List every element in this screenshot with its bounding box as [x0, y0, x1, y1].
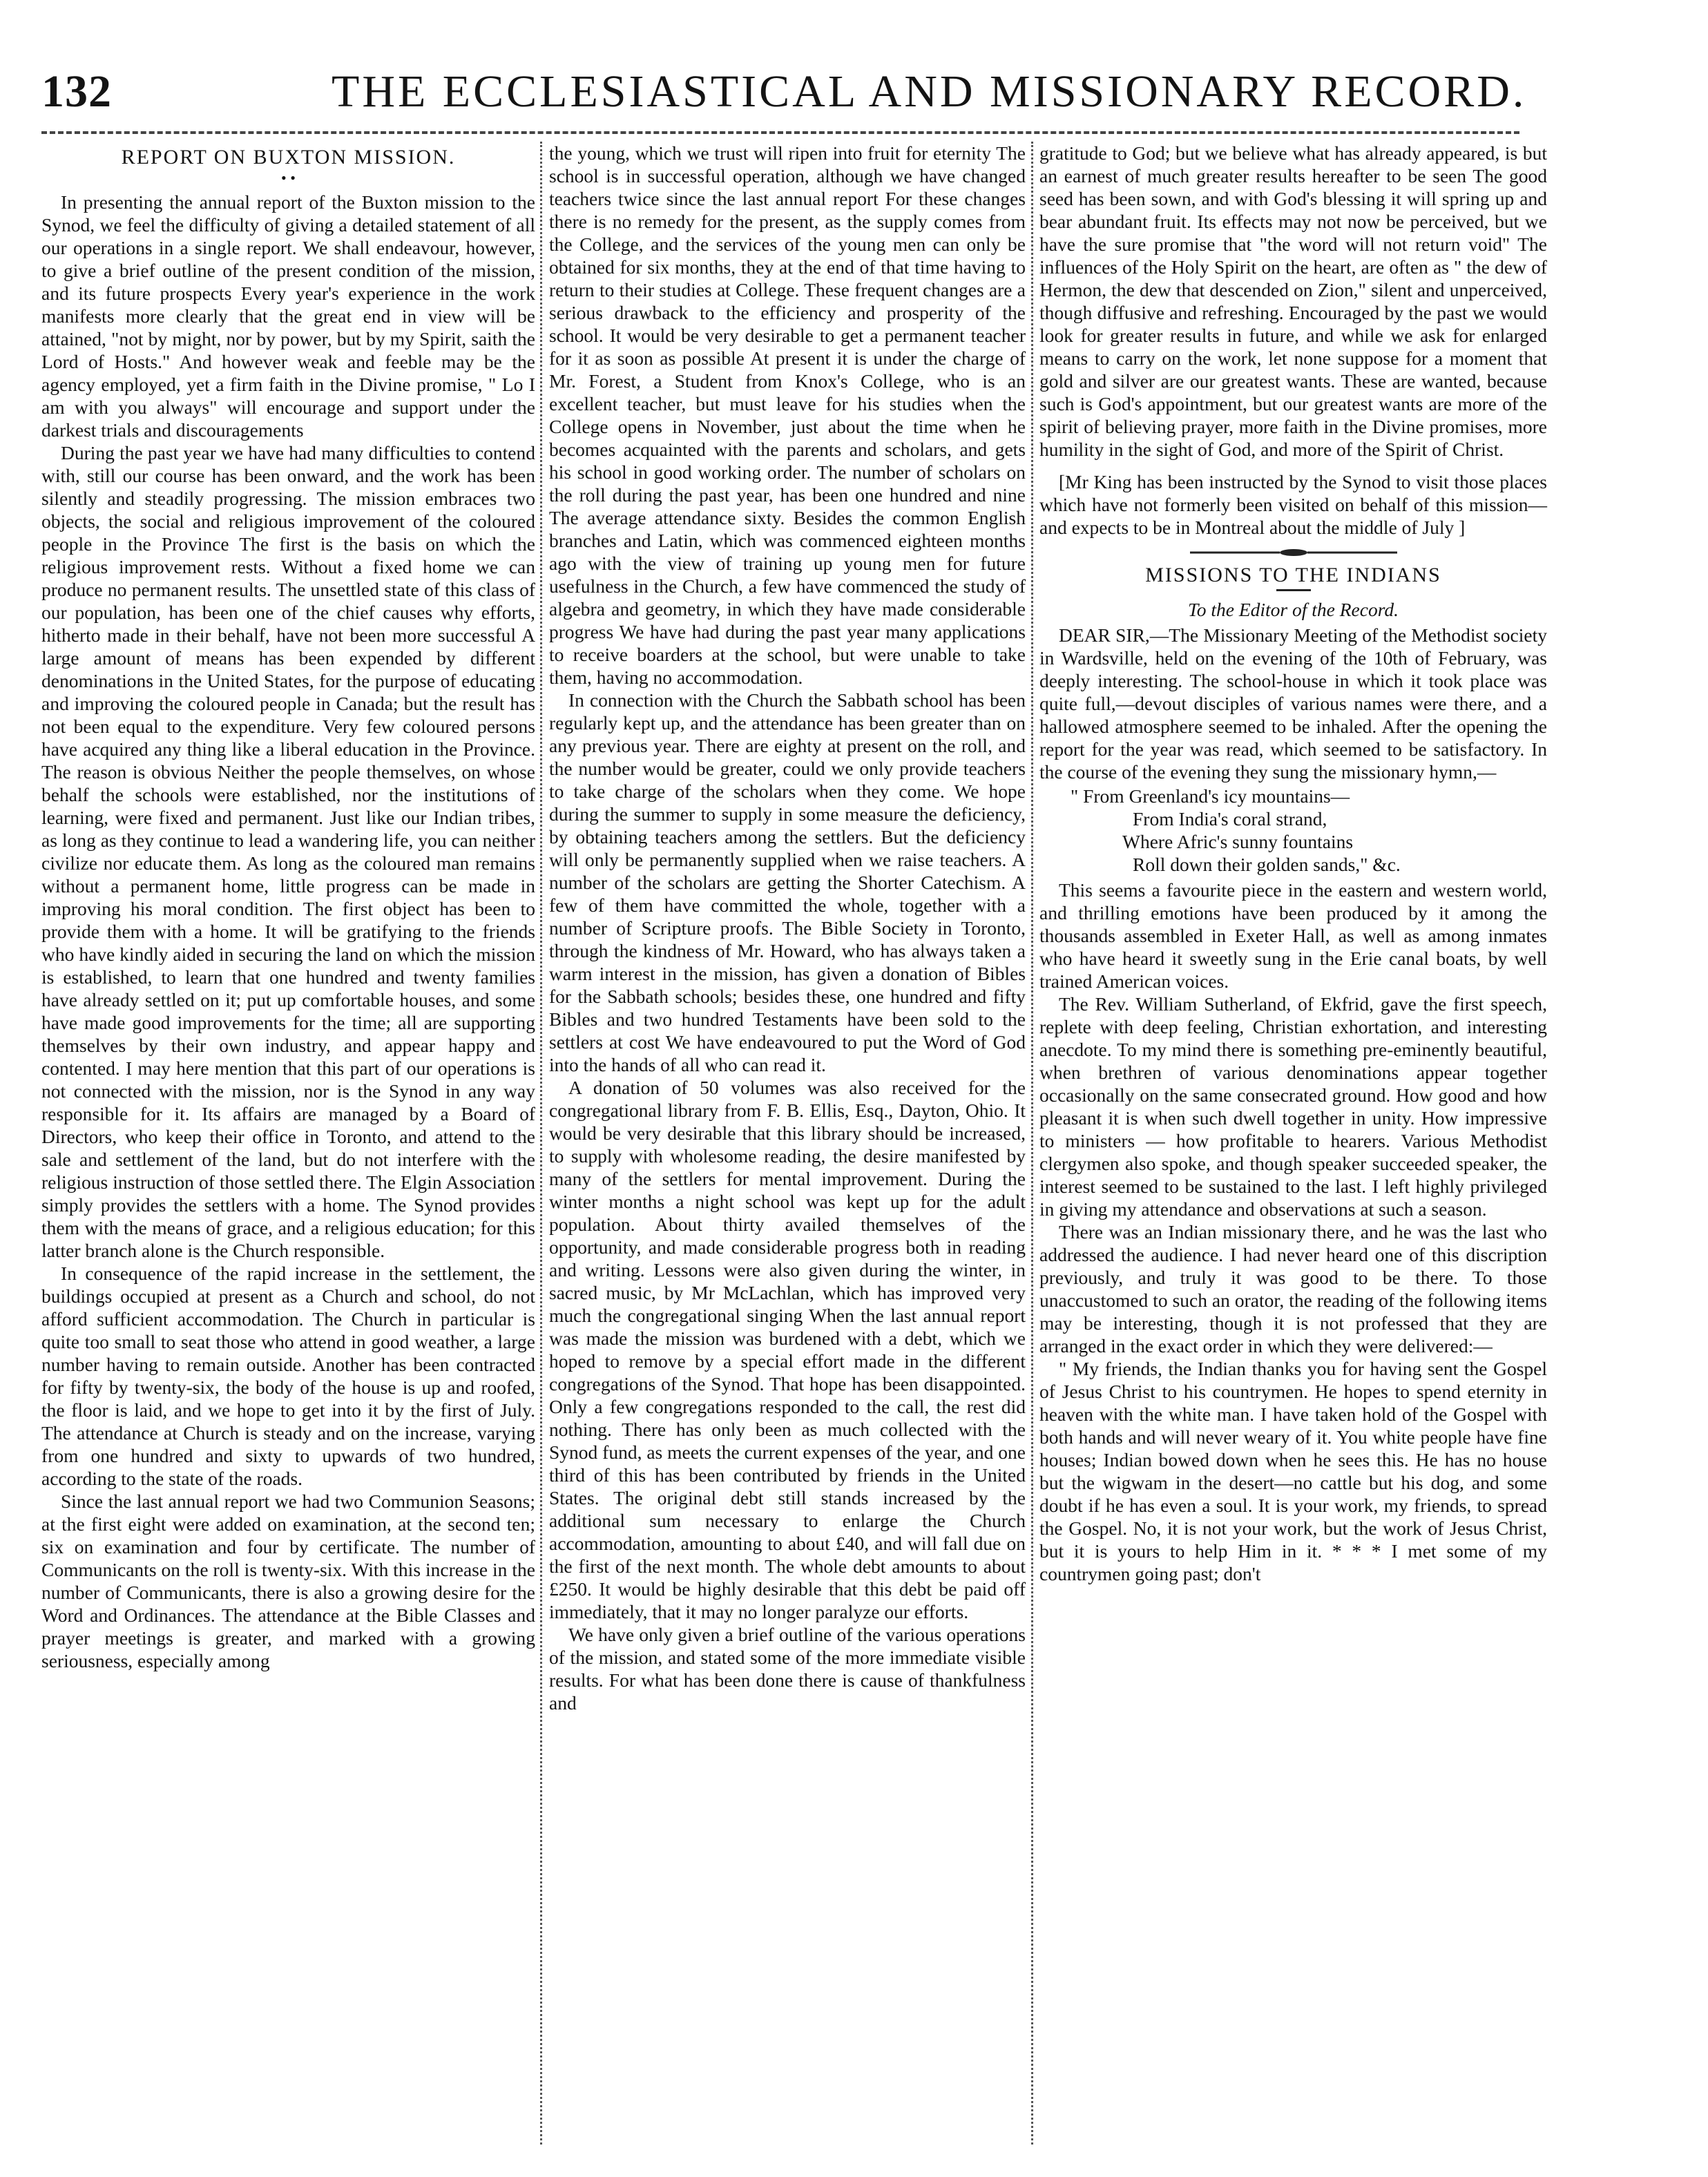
paragraph: DEAR SIR,—The Missionary Meeting of the Methodist society in Wardsville, held on the evening of the 10th of February, was deeply interesting. The school-house in which it took place was quite full,—devout disciples of various names were there, and a hallowed atmosphere seemed to be inhaled. After the opening the report for the year was read, which seemed to be satisfactory. In the course of the evening they sung the missionary hymn,—	[1039, 624, 1547, 783]
column-3	[1039, 142, 1547, 1585]
hymn-line: Where Afric's sunny fountains	[1122, 831, 1354, 852]
hymn-line: Roll down their golden sands," &c.	[1133, 854, 1401, 875]
paragraph: This seems a favourite piece in the eastern and western world, and thrilling emotions have been produced by it among the thousands assembled in Exeter Hall, as well as among inmates who have heard it sweetly sung in the Erie canal boats, by well trained American voices.	[1039, 879, 1547, 992]
paragraph: " My friends, the Indian thanks you for having sent the Gospel of Jesus Christ to his countrymen. He hopes to spend eternity in heaven with the white man. I have taken hold of the Gospel with both hands and will never weary of it. You white people have fine houses; Indian bowed down when he sees this. He has no house but the wigwam in the desert—no cattle but his dog, and some doubt if he has even a soul. It is your work, my friends, to spread the Gospel. No, it is not your work, but the work of Jesus Christ, but it is yours to help Him in it. * * * I met some of my countrymen going past; don't	[1039, 1358, 1547, 1584]
page-header	[41, 66, 1671, 142]
article-title: REPORT ON BUXTON MISSION.	[121, 146, 456, 169]
paragraph: We have only given a brief outline of the various operations of the mission, and stated some of the more immediate visible results. For what has been done there is cause of thankfulness and	[549, 1624, 1026, 1714]
salutation-line: To the Editor of the Record.	[1187, 599, 1399, 620]
paragraph: A donation of 50 volumes was also received for the congregational library from F. B. Ellis, Esq., Dayton, Ohio. It would be very desirable that this library should be increased, to supply with wholesome reading, the desire manifested by many of the settlers for mental improvement. During the winter months a night school was kept up for the adult population. About thirty availed themselves of the opportunity, and made considerable progress both in reading and writing. Lessons were also given during the winter, in sacred music, by Mr McLachlan, which has improved very much the congregational singing When the last annual report was made the mission was burdened with a debt, which we hoped to remove by a special effort made in the different congregations of the Synod. That hope has been disappointed. Only a few congregations responded to the call, the rest did nothing. There has only been as much collected with the Synod fund, as meets the current expenses of the year, and one third of this has been contributed by friends in the United States. The original debt still stands increased by the additional sum necessary to enlarge the Church accommodation, amounting to about £40, and will fall due on the first of the next month. The whole debt amounts to about £250. It would be highly desirable that this debt be paid off immediately, that it may no longer paralyze our efforts.	[549, 1077, 1026, 1622]
title-ornament: • •	[281, 169, 296, 186]
hymn-line: " From Greenland's icy mountains—	[1071, 785, 1350, 807]
paragraph: During the past year we have had many difficulties to contend with, still our course has been onward, and the work has been silently and steadily progressing. The mission embraces two objects, the social and religious improvement of the coloured people in the Province The first is the basis on which the religious improvement rests. Without a fixed home we can produce no permanent results. The unsettled state of this class of our population, has been one of the chief causes why efforts, hitherto made in their behalf, have not been more successful A large amount of means has been expended by different denominations in the United States, for the purpose of educating and improving the coloured people in Canada; but the result has not been equal to the expenditure. Very few coloured persons have acquired any thing like a liberal education in the Province. The reason is obvious Neither the people themselves, on whose behalf the schools were established, nor the institutions of learning, were fixed and permanent. Just like our Indian tribes, as long as they continue to lead a wandering life, you can neither civilize nor educate them. As long as the coloured man remains without a permanent home, little progress can be made in improving his moral condition. The first object has been to provide them with a home. It will be gratifying to the friends who have kindly aided in securing the land on which the mission is established, to learn that one hundred and twenty families have already settled on it; put up comfortable houses, and some have made good improvements for the time; all are supporting themselves by their own industry, and appear happy and contented. I may here mention that this part of our operations is not connected with the mission, nor is the Synod in any way responsible for it. Its affairs are managed by a Board of Directors, who keep their office in Toronto, and attend to the sale and settlement of the land, but do not interfere with the religious instruction of those settled there. The Elgin Association simply provides the settlers with a home. The Synod provides them with the means of grace, and a religious education; for this latter branch alone is the Church responsible.	[41, 442, 535, 1261]
column-divider	[540, 142, 542, 2145]
paragraph: The Rev. William Sutherland, of Ekfrid, gave the first speech, replete with deep feeling, Christian exhortation, and interesting anecdote. To my mind there is something pre-eminently beautiful, when brethren of various denominations appear together occasionally on the same consecrated ground. How good and how pleasant it is when such dwell together in unity. How impressive to ministers — how profitable to hearers. Various Methodist clergymen also spoke, and though speaker succeeded speaker, the interest seemed to be sustained to the last. I left highly privileged in giving my attendance and observations at such a season.	[1039, 993, 1547, 1220]
paragraph: In connection with the Church the Sabbath school has been regularly kept up, and the attendance has been greater than on any previous year. There are eighty at present on the roll, and the number would be greater, could we only provide teachers to take charge of the scholars when they come. We hope during the summer to supply in some measure the deficiency, by obtaining teachers among the settlers. But the deficiency will only be permanently supplied when we raise teachers. A number of the scholars are getting the Shorter Catechism. A few of them have committed the whole, together with a number of Scripture proofs. The Bible Society in Toronto, through the kindness of Mr. Howard, who has always taken a warm interest in the mission, has given a donation of Bibles for the Sabbath schools; besides these, one hundred and fifty Bibles and two hundred Testaments have been sold to the settlers at cost We have endeavoured to put the Word of God into the hands of all who can read it.	[549, 689, 1026, 1075]
column-divider	[1031, 142, 1033, 2145]
paragraph: gratitude to God; but we believe what has already appeared, is but an earnest of much greater results hereafter to be seen The good seed has been sown, and with God's blessing it will spring up and bear abundant fruit. Its effects may not now be perceived, but we have the sure promise that "the word will not return void" The influences of the Holy Spirit on the heart, are often as " the dew of Hermon, the dew that descended on Zion," silent and unperceived, though diffusive and refreshing. Encouraged by the past we would look for greater results in future, and while we ask for enlarged means to carry on the work, let none suppose for a moment that gold and silver are our greatest wants. These are wanted, because such is God's appointment, but our greatest wants are more of the spirit of believing prayer, more faith in the Divine promises, more humility in the sight of God, and more of the Spirit of Christ.	[1039, 142, 1547, 460]
paragraph: There was an Indian missionary there, and he was the last who addressed the audience. I had never heard one of this discription previously, and truly it was good to be there. To those unaccustomed to such an orator, the reading of the following items may be interesting, though it is not professed that they are arranged in the exact order in which they were delivered:—	[1039, 1221, 1547, 1356]
header-rule	[41, 131, 1519, 134]
paragraph: Since the last annual report we had two Communion Seasons; at the first eight were added on examination, at the second ten; six on examination and four by certificate. The number of Communicants on the roll is twenty-six. With this increase in the number of Communicants, there is also a growing desire for the Word and Ordinances. The attendance at the Bible Classes and prayer meetings is greater, and marked with a growing seriousness, especially among	[41, 1490, 535, 1671]
article-title: MISSIONS TO THE INDIANS	[1145, 564, 1441, 586]
section-divider-ornament	[1190, 548, 1397, 557]
hymn-quote	[1039, 785, 1547, 876]
paragraph: the young, which we trust will ripen into fruit for eternity The school is in successful operation, although we have changed teachers twice since the last annual report For these changes there is no remedy for the present, as the supply comes from the College, and the services of the young men can only be obtained for six months, they at the end of that time having to return to their studies at College. These frequent changes are a serious drawback to the efficiency and prosperity of the school. It would be very desirable to get a permanent teacher for it as soon as possible At present it is under the charge of Mr. Forest, a Student from Knox's College, who is an excellent teacher, but must leave for his studies when the College opens in November, just about the time when he becomes acquainted with the parents and scholars, and gets his school in good working order. The number of scholars on the roll during the past year, has been one hundred and nine The average attendance sixty. Besides the common English branches and Latin, which was commenced eighteen months ago with the view of training up young men for future usefulness in the Church, a few have commenced the study of algebra and geometry, in which they have made considerable progress We have had during the past year many applications to receive boarders at the school, but were unable to take them, having no accommodation.	[549, 142, 1026, 688]
column-1	[41, 142, 535, 1672]
column-2	[549, 142, 1026, 1714]
page-number: 132	[41, 66, 112, 117]
journal-title: THE ECCLESIASTICAL AND MISSIONARY RECORD.	[332, 66, 1527, 117]
hymn-line: From India's coral strand,	[1133, 808, 1327, 829]
paragraph: In presenting the annual report of the Buxton mission to the Synod, we feel the difficulty of giving a detailed statement of all our operations in a single report. We shall endeavour, however, to give a brief outline of the present condition of the mission, and its future prospects Every year's experience in the work manifests more clearly that the great end in view will be attained, "not by might, nor by power, but by my Spirit, saith the Lord of Hosts." And however weak and feeble may be the agency employed, yet a firm faith in the Divine promise, " Lo I am with you always" will encourage and support under the darkest trials and discouragements	[41, 191, 535, 441]
title-rule	[1276, 589, 1311, 591]
paragraph: In consequence of the rapid increase in the settlement, the buildings occupied at present as a Church and school, do not afford sufficient accommodation. The Church in particular is quite too small to seat those who attend in good weather, a large number having to remain outside. Another has been contracted for fifty by twenty-six, the body of the house is up and roofed, the floor is laid, and we hope to get into it by the first of July. The attendance at Church is steady and on the increase, varying from one hundred and sixty to upwards of two hundred, according to the state of the roads.	[41, 1263, 535, 1489]
editorial-note: [Mr King has been instructed by the Synod to visit those places which have not formerly been visited on behalf of this mission—and expects to be in Montreal about the middle of July ]	[1039, 471, 1547, 538]
